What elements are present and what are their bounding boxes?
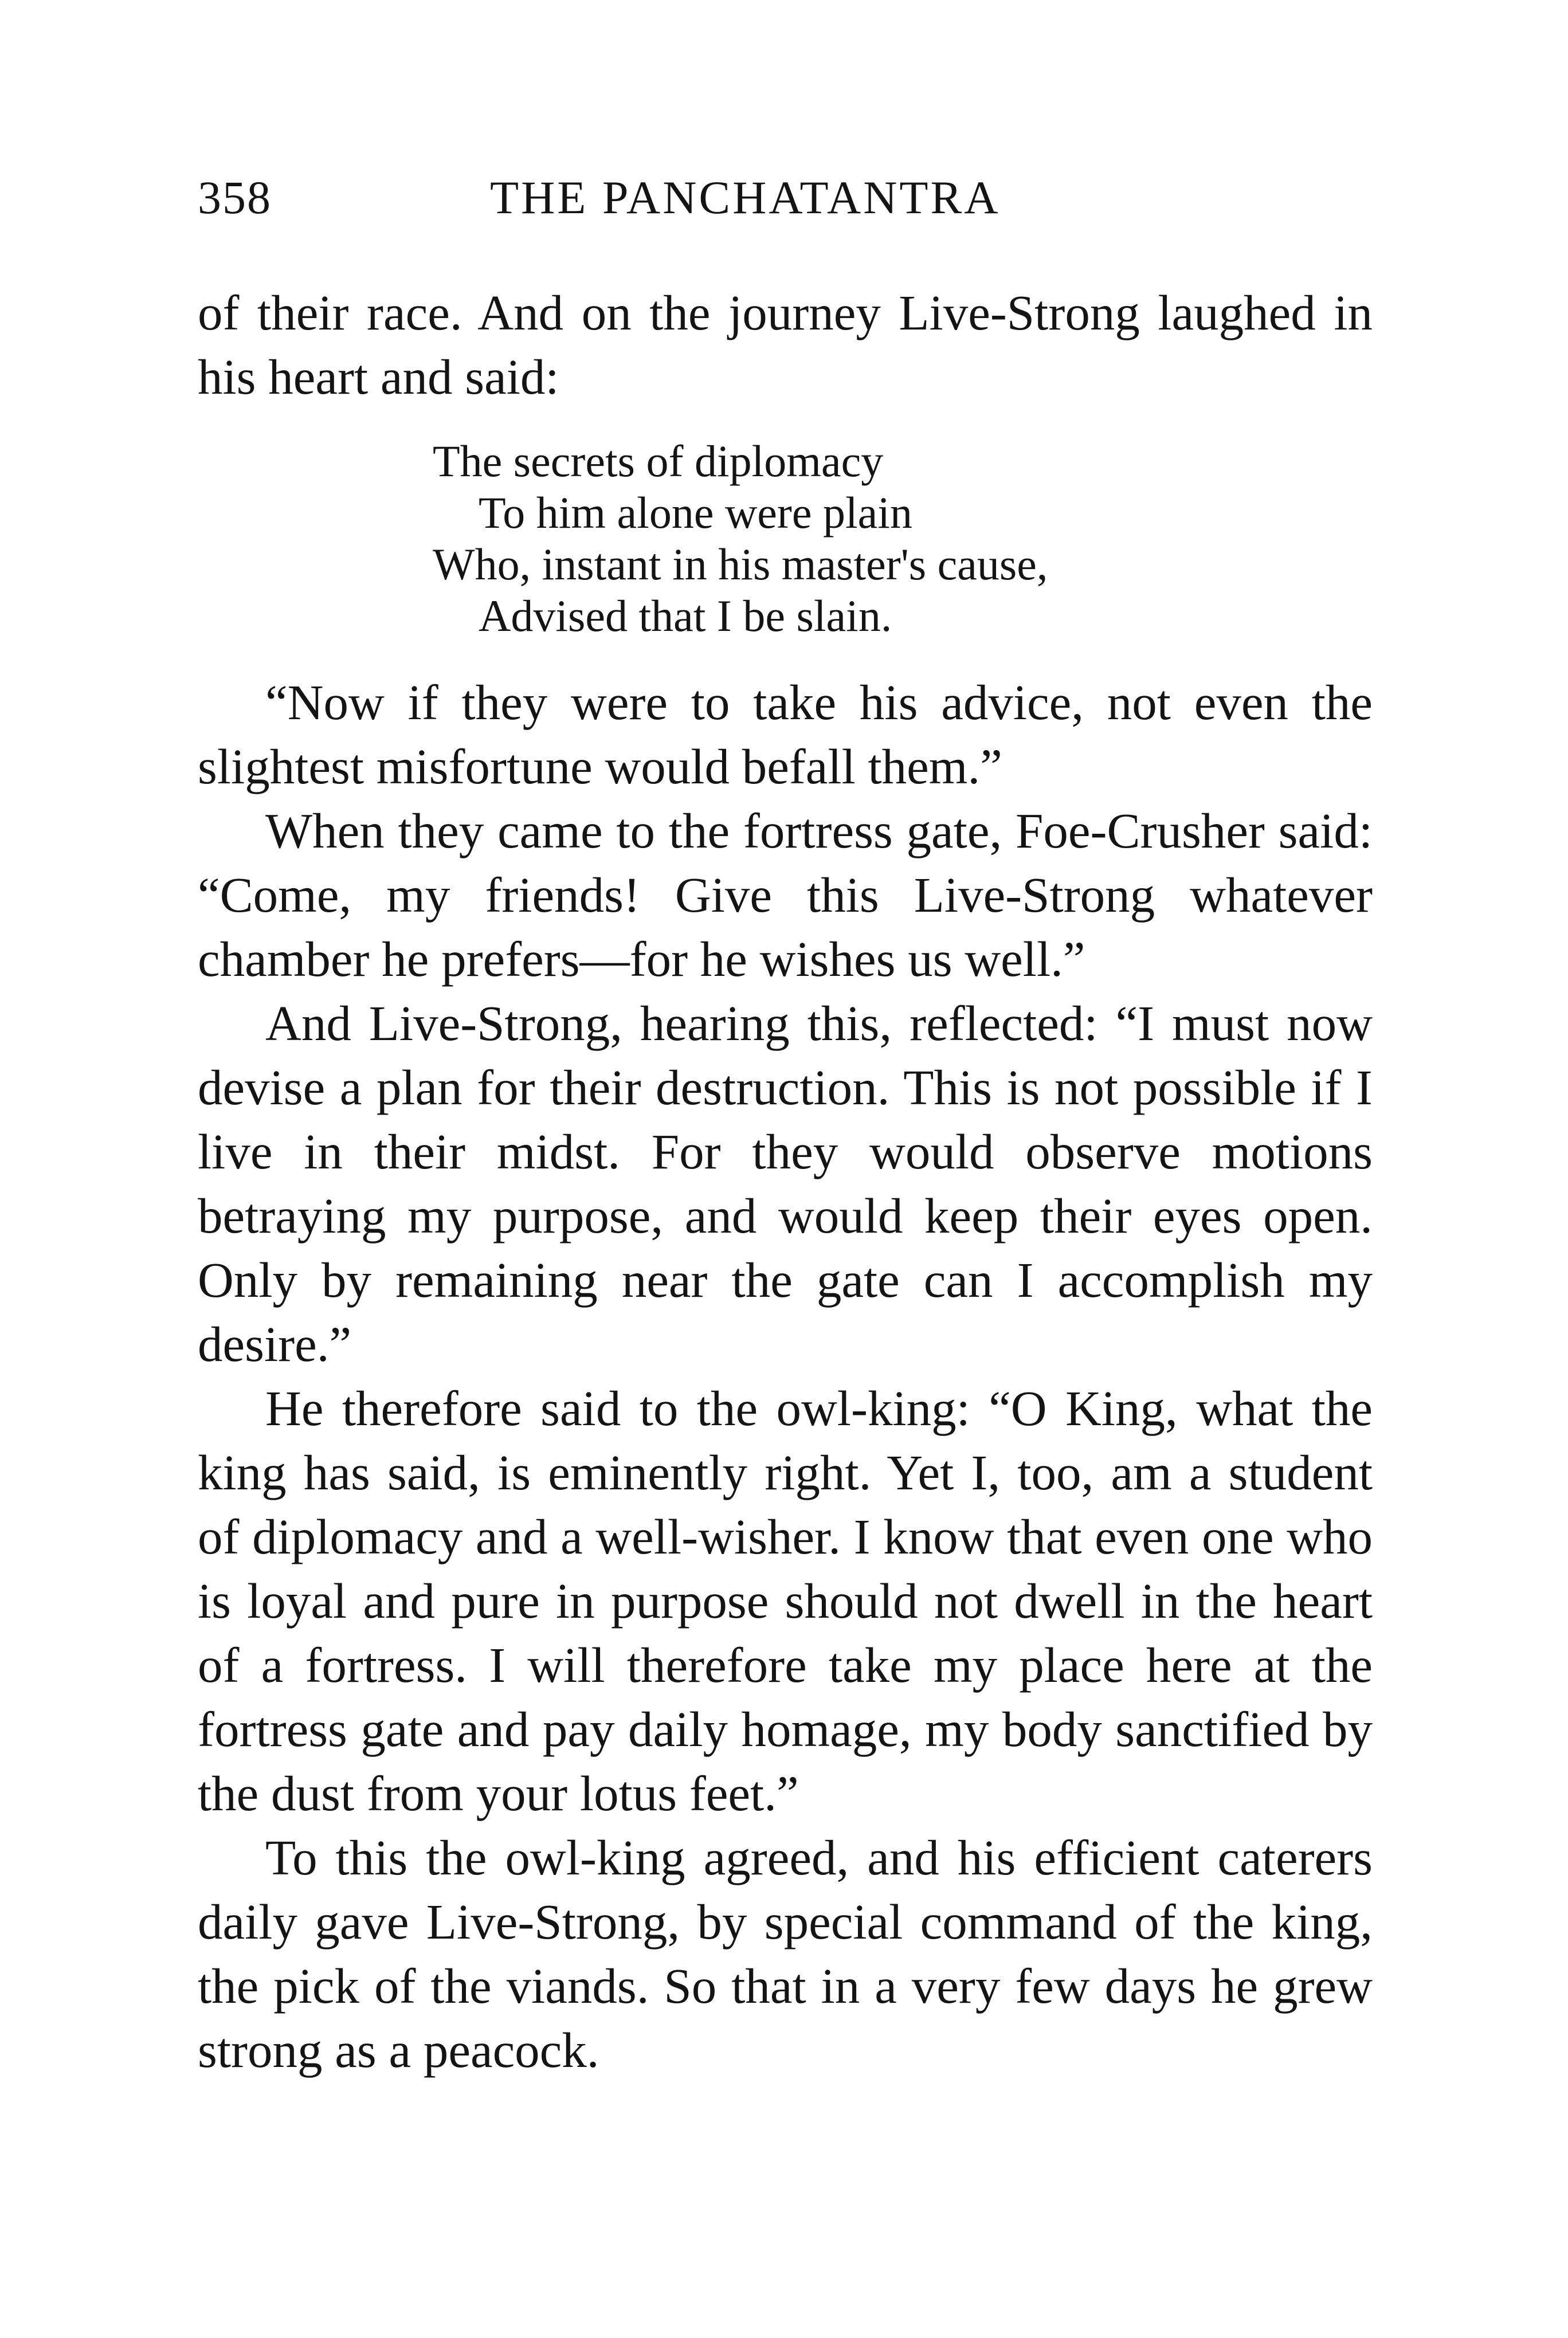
paragraph: When they came to the fortress gate, Foe-Crusher said: “Come, my friends! Give this Live-Strong whatever chamber he prefers—for he wishes us well.”	[198, 803, 1373, 987]
page-header	[198, 166, 1373, 235]
paragraph: “Now if they were to take his advice, not even the slightest misfortune would befall them.”	[198, 674, 1373, 794]
verse-line: To him alone were plain	[479, 488, 912, 538]
verse-block	[433, 436, 1373, 642]
paragraph: He therefore said to the owl-king: “O King, what the king has said, is eminently right. Yet I, too, am a student of diplomacy and a well-wisher. I know that even one who is loyal and pure in purpose should not dwell in the heart of a fortress. I will therefore take my place here at the fortress gate and pay daily homage, my body sanctified by the dust from your lotus feet.”	[198, 1380, 1373, 1821]
verse-line: Who, instant in his master's cause,	[433, 539, 1048, 589]
paragraph: And Live-Strong, hearing this, reflected: “I must now devise a plan for their destruction. This is not possible if I live in their midst. For they would observe motions betraying my purpose, and would keep their eyes open. Only by remaining near the gate can I accomplish my desire.”	[198, 995, 1373, 1372]
verse-line: The secrets of diplomacy	[433, 436, 884, 486]
page-number: 358	[198, 171, 272, 223]
running-title: THE PANCHATANTRA	[490, 171, 1001, 223]
page-body	[198, 281, 1373, 2082]
paragraph-continuation: of their race. And on the journey Live-Strong laughed in his heart and said:	[198, 285, 1373, 405]
verse-line: Advised that I be slain.	[479, 591, 892, 641]
paragraph: To this the owl-king agreed, and his efficient caterers daily gave Live-Strong, by special command of the king, the pick of the viands. So that in a very few days he grew strong as a peacock.	[198, 1830, 1373, 2078]
